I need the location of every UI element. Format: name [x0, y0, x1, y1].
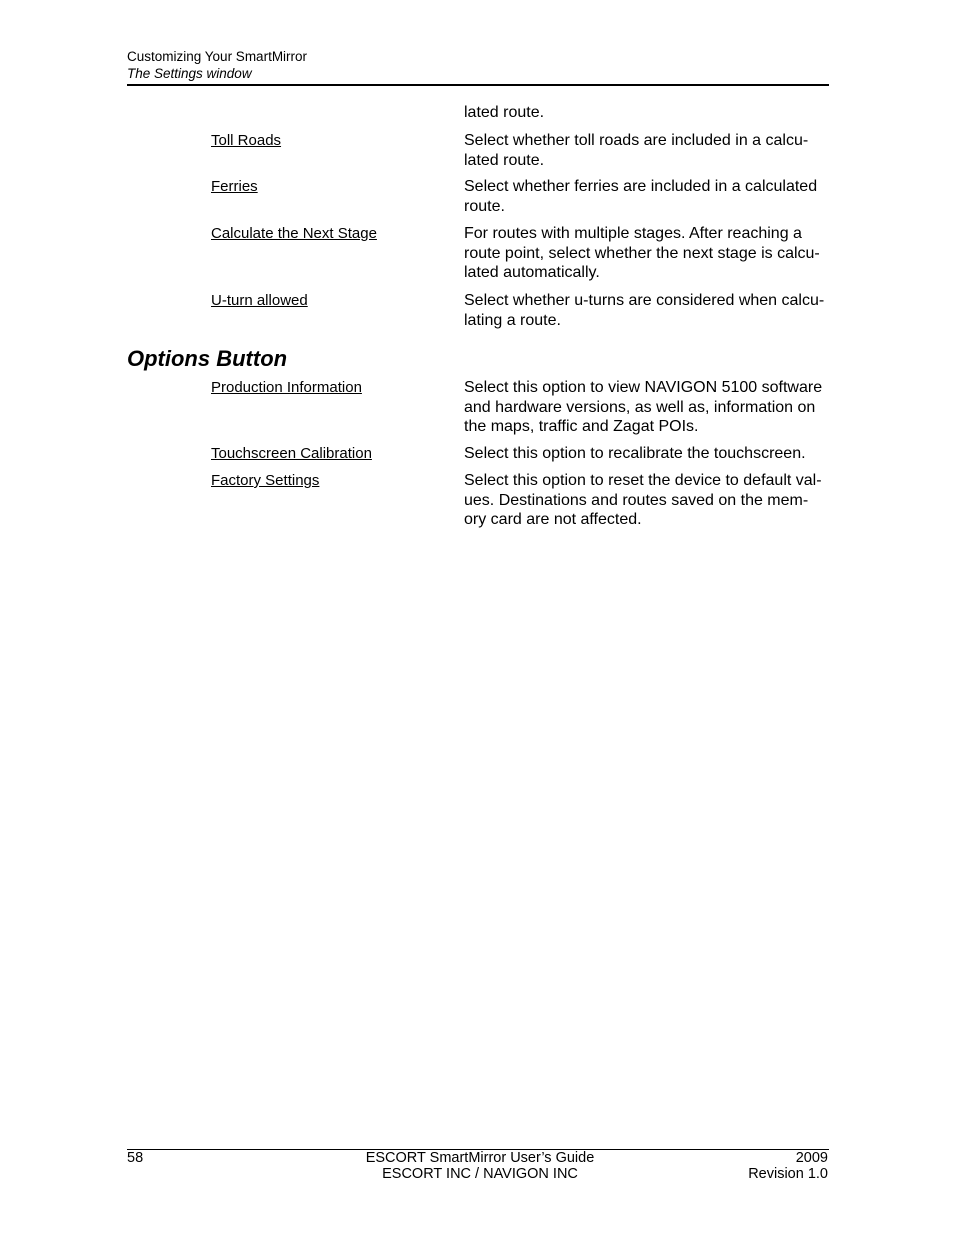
footer-center [280, 1151, 680, 1182]
definition-description: Select whether u-turns are considered when calcu- lating a route. [464, 292, 825, 329]
definition-description: Select whether toll roads are included in a calcu- lated route. [464, 132, 809, 169]
section-heading-options-button: Options Button [127, 346, 288, 371]
page-number: 58 [127, 1150, 144, 1166]
term-calculate-next-stage[interactable]: Calculate the Next Stage [211, 225, 377, 242]
footer-year: 2009 [795, 1150, 828, 1166]
running-header [127, 48, 829, 82]
header-rule [127, 84, 829, 86]
footer-revision: Revision 1.0 [748, 1165, 828, 1182]
term-ferries[interactable]: Ferries [211, 178, 258, 195]
definition-description: Select this option to recalibrate the touchscreen. [464, 445, 806, 462]
term-touchscreen-calibration[interactable]: Touchscreen Calibration [211, 445, 372, 462]
definition-description: lated route. [464, 104, 545, 121]
footer-publisher: ESCORT INC / NAVIGON INC [382, 1165, 578, 1182]
term-toll-roads[interactable]: Toll Roads [211, 132, 282, 149]
header-chapter: Customizing Your SmartMirror [127, 49, 308, 64]
header-section: The Settings window [127, 66, 252, 81]
footer-right [700, 1151, 828, 1182]
definition-description: Select whether ferries are included in a calculated route. [464, 178, 818, 215]
definition-description: For routes with multiple stages. After reaching a route point, select whether the next stage is calcu- lated automatically. [464, 225, 820, 281]
term-production-information[interactable]: Production Information [211, 379, 362, 396]
footer-guide-title: ESCORT SmartMirror User’s Guide [365, 1150, 595, 1166]
term-factory-settings[interactable]: Factory Settings [211, 472, 320, 489]
definition-description: Select this option to reset the device to default val- ues. Destinations and routes saved on the mem- ory card are not affected. [464, 472, 822, 528]
term-u-turn-allowed[interactable]: U-turn allowed [211, 292, 308, 309]
definition-description: Select this option to view NAVIGON 5100 software and hardware versions, as well as, information on the maps, traffic and Zagat POIs. [464, 379, 823, 435]
